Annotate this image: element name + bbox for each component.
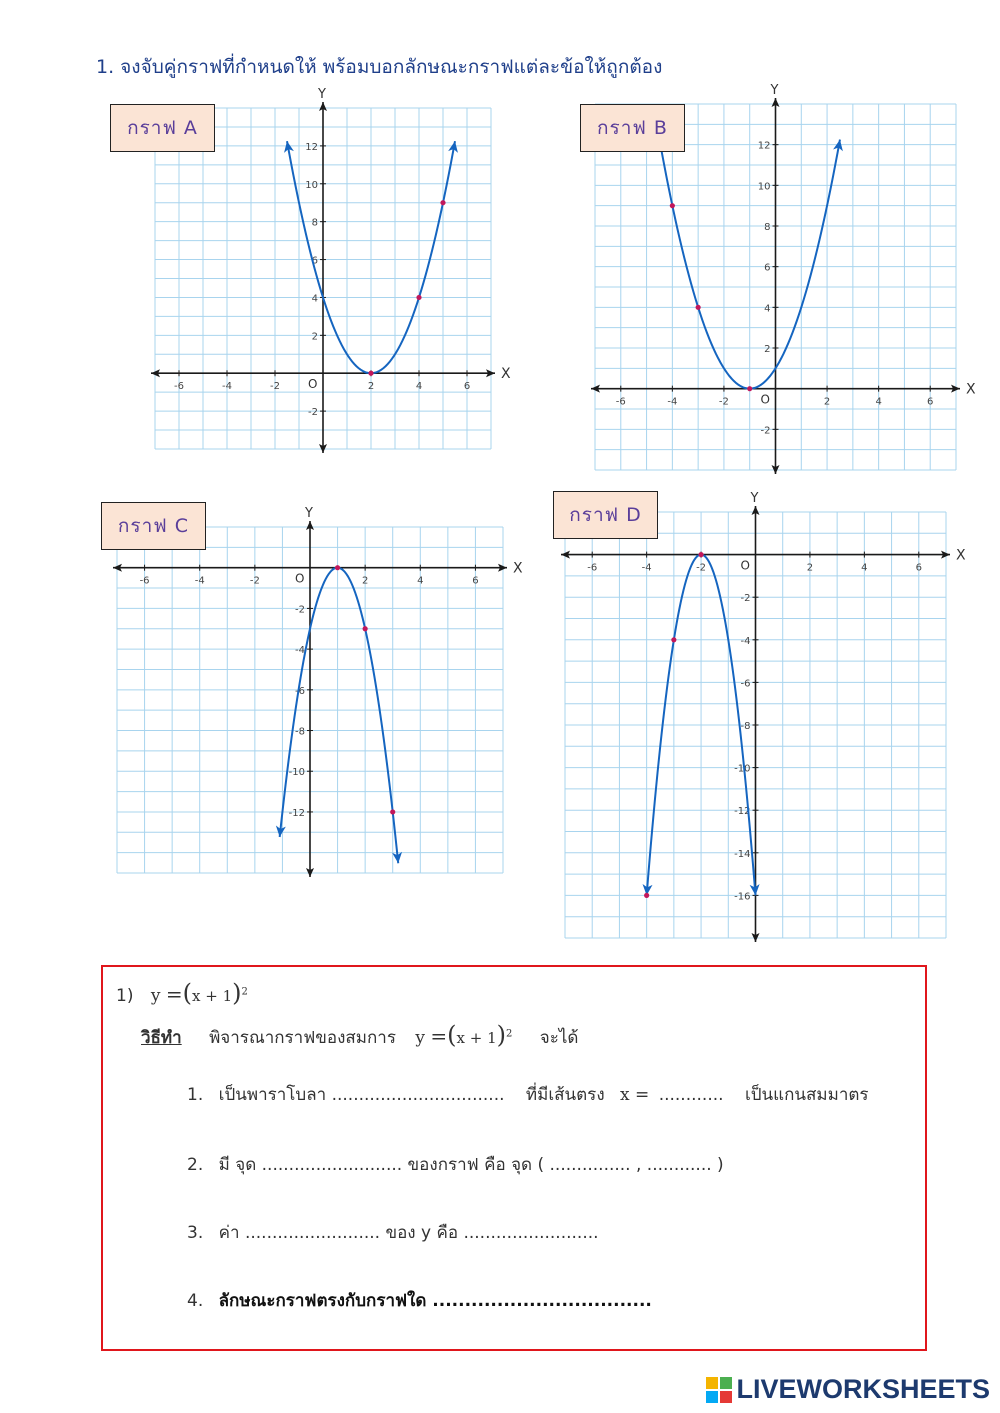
graph-d-point <box>698 552 703 557</box>
graph-c-y-tick-label: -4 <box>295 645 305 657</box>
graph-d-x-tick-label: -6 <box>587 562 598 574</box>
graph-d-y-tick-label: -8 <box>740 721 751 732</box>
graph-a-y-tick-label: 4 <box>311 293 318 305</box>
graph-b-point <box>670 203 675 208</box>
graph-c-label: กราฟ C <box>101 502 206 550</box>
eq-power: 2 <box>241 986 248 998</box>
graph-a-x-tick-label: -4 <box>222 381 232 393</box>
graph-b-y-tick-label: 2 <box>764 344 771 355</box>
item-1-part-d: เป็นแกนสมมาตร <box>744 1085 869 1105</box>
logo-square-2 <box>720 1377 732 1389</box>
graph-d-point <box>671 637 676 642</box>
graph-c-y-tick-label: -6 <box>295 685 305 697</box>
item-1 <box>187 1081 869 1108</box>
graph-a-x-tick-label: 4 <box>415 381 423 393</box>
eq-lhs: y <box>150 986 161 1006</box>
item-1-part-c: ............ <box>658 1085 724 1105</box>
graph-d-y-tick-label: -10 <box>734 763 751 775</box>
graph-b-x-tick-label: -4 <box>667 396 678 408</box>
graph-b-y-tick-label: 12 <box>757 140 771 152</box>
graph-c-origin-label: O <box>295 571 305 586</box>
logo-square-4 <box>720 1391 732 1403</box>
graph-c-x-tick-label: -6 <box>139 575 150 587</box>
graph-c-x-tick-label: 2 <box>361 575 369 587</box>
question-number: 1) <box>116 986 134 1006</box>
graph-a-x-tick-label: 2 <box>367 381 375 393</box>
eq2-open: ( <box>447 1021 457 1049</box>
graph-b-x-tick-label: -2 <box>718 396 729 408</box>
item-1-part-b: ที่มีเส้นตรง <box>525 1085 605 1105</box>
graph-d-x-label: X <box>956 547 966 564</box>
item-4-text: ลักษณะกราฟตรงกับกราฟใด .................................. <box>218 1291 652 1311</box>
graph-d-label: กราฟ D <box>553 491 658 539</box>
question-header <box>116 979 248 1007</box>
graph-d <box>553 491 966 950</box>
graph-d-y-tick-label: -14 <box>734 848 751 860</box>
graph-c-x-tick-label: -2 <box>249 575 260 587</box>
graph-a-y-tick-label: 8 <box>311 217 318 229</box>
graph-c-y-label: Y <box>305 506 313 521</box>
graph-c-point <box>363 626 368 631</box>
question-equation <box>150 979 248 1007</box>
item-2 <box>187 1151 724 1178</box>
method-label: วิธีทำ <box>141 1028 182 1048</box>
method-line <box>141 1021 578 1051</box>
graph-a-point <box>416 295 421 300</box>
eq-open: ( <box>182 979 193 1007</box>
graph-d-y-tick-label: -6 <box>740 678 751 690</box>
graph-b-y-tick-label: 4 <box>764 303 771 315</box>
eq-close: ) <box>232 979 242 1007</box>
graph-d-x-tick-label: 6 <box>915 562 922 574</box>
graph-a-label: กราฟ A <box>110 104 215 152</box>
graph-d-x-tick-label: -2 <box>696 562 707 574</box>
item-3 <box>187 1219 599 1246</box>
graph-b-x-tick-label: 4 <box>875 396 882 408</box>
graph-b-label: กราฟ B <box>580 104 685 152</box>
graph-b-y-tick-label: -2 <box>760 425 771 437</box>
graph-d-svg <box>553 491 966 950</box>
logo-icon <box>706 1377 732 1403</box>
worksheet-title: 1. จงจับคู่กราฟที่กำหนดให้ พร้อมบอกลักษณะกราฟแต่ละข้อให้ถูกต้อง <box>96 56 663 78</box>
item-2-text: มี จุด .......................... ของกราฟ คือ จุด ( ............... , ............ ) <box>218 1155 724 1175</box>
graph-b-point <box>696 305 701 310</box>
graph-c-svg <box>105 506 523 885</box>
graph-b-origin-label: O <box>760 392 770 407</box>
eq2-power: 2 <box>506 1028 513 1040</box>
logo-text: LIVEWORKSHEETS <box>736 1374 990 1404</box>
logo-square-1 <box>706 1377 718 1389</box>
graph-c-x-tick-label: 4 <box>417 575 424 587</box>
item-3-num: 3. <box>187 1223 204 1243</box>
graph-d-x-tick-label: 4 <box>861 562 868 574</box>
graph-a-y-tick-label: -2 <box>308 407 318 419</box>
graph-b-y-tick-label: 6 <box>764 262 771 274</box>
graph-c-point <box>390 809 395 814</box>
liveworksheets-logo <box>706 1374 990 1405</box>
graph-c-y-tick-label: -2 <box>295 604 305 616</box>
graph-c <box>105 506 523 885</box>
graph-b-x-tick-label: 2 <box>823 396 831 408</box>
graph-d-x-tick-label: -4 <box>641 562 652 574</box>
item-1-num: 1. <box>187 1085 204 1105</box>
eq2-close: ) <box>496 1021 506 1049</box>
graph-a-x-tick-label: -6 <box>174 381 184 393</box>
eq-equals: = <box>165 982 183 1006</box>
eq-inner: x + 1 <box>192 987 233 1005</box>
graph-c-x-tick-label: -4 <box>194 575 205 587</box>
graph-c-point <box>335 565 340 570</box>
item-4 <box>187 1287 652 1314</box>
graph-a-origin-label: O <box>308 377 318 392</box>
graph-a-y-tick-label: 6 <box>311 255 318 267</box>
graph-d-point <box>644 893 649 898</box>
graph-d-x-tick-label: 2 <box>806 562 814 574</box>
graph-a-y-tick-label: 2 <box>311 331 318 343</box>
graph-b-x-tick-label: -6 <box>615 396 626 408</box>
graph-b-x-tick-label: 6 <box>927 396 934 408</box>
method-equation <box>415 1021 517 1049</box>
graph-a-y-tick-label: 10 <box>305 179 318 191</box>
eq2-equals: = <box>430 1024 448 1048</box>
graph-b-y-label: Y <box>770 83 779 98</box>
graph-d-y-tick-label: -4 <box>740 635 751 647</box>
item-4-num: 4. <box>187 1291 204 1311</box>
graph-c-x-label: X <box>513 560 523 577</box>
graph-b-x-label: X <box>966 381 976 398</box>
graph-a-point <box>440 200 445 205</box>
graph-d-y-tick-label: -12 <box>734 806 751 818</box>
item-1-part-x: x = <box>620 1085 650 1105</box>
graph-a-y-label: Y <box>318 87 326 102</box>
graph-c-y-tick-label: -10 <box>288 767 305 779</box>
graph-c-y-tick-label: -12 <box>288 807 305 819</box>
method-suffix: จะได้ <box>539 1028 579 1048</box>
graph-a-x-tick-label: -2 <box>270 381 280 393</box>
graph-a-y-tick-label: 12 <box>305 141 318 153</box>
graph-a-point <box>368 371 373 376</box>
eq2-inner: x + 1 <box>456 1029 497 1047</box>
graph-d-y-tick-label: -16 <box>734 891 751 903</box>
question-box <box>101 965 927 1351</box>
logo-square-3 <box>706 1391 718 1403</box>
graph-c-x-tick-label: 6 <box>472 575 479 587</box>
graph-d-y-tick-label: -2 <box>740 593 751 605</box>
item-1-part-a: เป็นพาราโบลา ................................ <box>218 1085 505 1105</box>
item-2-num: 2. <box>187 1155 204 1175</box>
eq2-lhs: y <box>415 1028 425 1048</box>
graph-b-y-tick-label: 10 <box>757 181 771 193</box>
graph-d-origin-label: O <box>740 558 750 573</box>
graph-a-x-label: X <box>501 366 511 383</box>
graph-a-x-tick-label: 6 <box>463 381 471 393</box>
method-text: พิจารณากราฟของสมการ <box>209 1028 396 1048</box>
graph-d-y-label: Y <box>750 491 759 506</box>
graph-c-y-tick-label: -8 <box>295 726 305 738</box>
graph-b-point <box>747 386 752 391</box>
graph-b-y-tick-label: 8 <box>764 222 771 233</box>
item-3-text: ค่า ......................... ของ y คือ ......................... <box>218 1223 599 1243</box>
